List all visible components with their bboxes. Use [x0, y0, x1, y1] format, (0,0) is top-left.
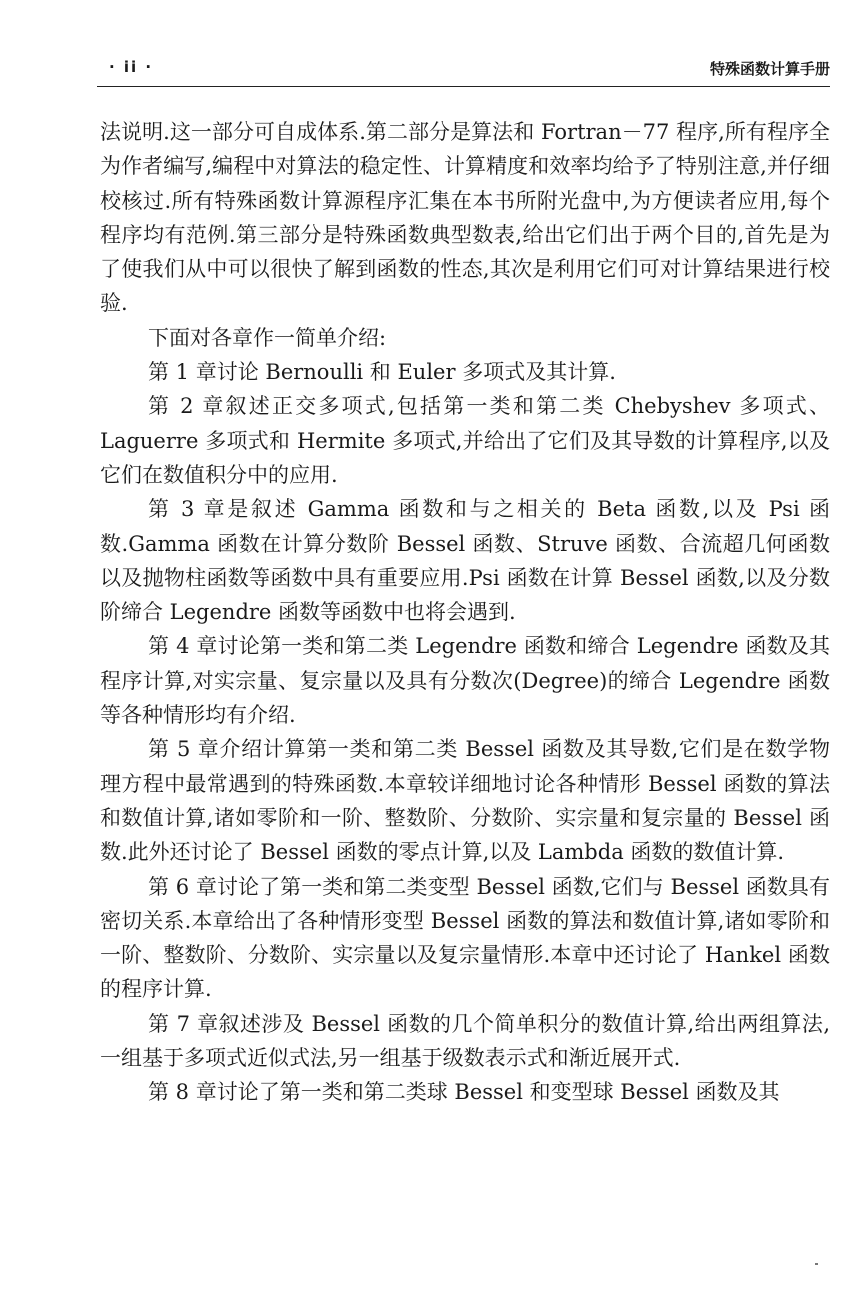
page-number: · ii ·	[109, 58, 154, 76]
paragraph-intro: 下面对各章作一简单介绍:	[148, 325, 387, 350]
scan-speck	[815, 1263, 818, 1265]
paragraph-chapter-5: 第 5 章介绍计算第一类和第二类 Bessel 函数及其导数,它们是在数学物理方程中最常遇到的特殊函数.本章较详细地讨论各种情形 Bessel 函数的算法和数值计算,诸如零阶和一阶、整数阶、分数阶、实宗量和复宗量的 Bessel 函数.此外还讨论了 Bessel 函数的零点计算,以及 Lambda 函数的数值计算.	[100, 737, 830, 865]
running-header	[97, 52, 830, 82]
paragraph-chapter-1: 第 1 章讨论 Bernoulli 和 Euler 多项式及其计算.	[148, 360, 616, 385]
paragraph-chapter-6: 第 6 章讨论了第一类和第二类变型 Bessel 函数,它们与 Bessel 函数具有密切关系.本章给出了各种情形变型 Bessel 函数的算法和数值计算,诸如零阶和一阶、整数阶、分数阶、实宗量以及复宗量情形.本章中还讨论了 Hankel 函数的程序计算.	[100, 874, 830, 1002]
paragraph-chapter-4: 第 4 章讨论第一类和第二类 Legendre 函数和缔合 Legendre 函数及其程序计算,对实宗量、复宗量以及具有分数次(Degree)的缔合 Legendre 函数等各种情形均有介绍.	[100, 634, 830, 728]
paragraph-continuation: 法说明.这一部分可自成体系.第二部分是算法和 Fortran－77 程序,所有程序全为作者编写,编程中对算法的稳定性、计算精度和效率均给予了特别注意,并仔细校核过.所有特殊函数计算源程序汇集在本书所附光盘中,为方便读者应用,每个程序均有范例.第三部分是特殊函数典型数表,给出它们出于两个目的,首先是为了使我们从中可以很快了解到函数的性态,其次是利用它们可对计算结果进行校验.	[100, 120, 830, 316]
paragraph-chapter-3: 第 3 章是叙述 Gamma 函数和与之相关的 Beta 函数,以及 Psi 函数.Gamma 函数在计算分数阶 Bessel 函数、Struve 函数、合流超几何函数以及抛物柱函数等函数中具有重要应用.Psi 函数在计算 Bessel 函数,以及分数阶缔合 Legendre 函数等函数中也将会遇到.	[100, 497, 830, 625]
book-title: 特殊函数计算手册	[709, 60, 830, 78]
body-text	[100, 115, 830, 1110]
header-rule	[97, 86, 830, 87]
paragraph-chapter-2: 第 2 章叙述正交多项式,包括第一类和第二类 Chebyshev 多项式、Laguerre 多项式和 Hermite 多项式,并给出了它们及其导数的计算程序,以及它们在数值积分中的应用.	[100, 394, 830, 487]
paragraph-chapter-7: 第 7 章叙述涉及 Bessel 函数的几个简单积分的数值计算,给出两组算法,一组基于多项式近似式法,另一组基于级数表示式和渐近展开式.	[100, 1011, 830, 1071]
paragraph-chapter-8: 第 8 章讨论了第一类和第二类球 Bessel 和变型球 Bessel 函数及其	[148, 1080, 780, 1105]
